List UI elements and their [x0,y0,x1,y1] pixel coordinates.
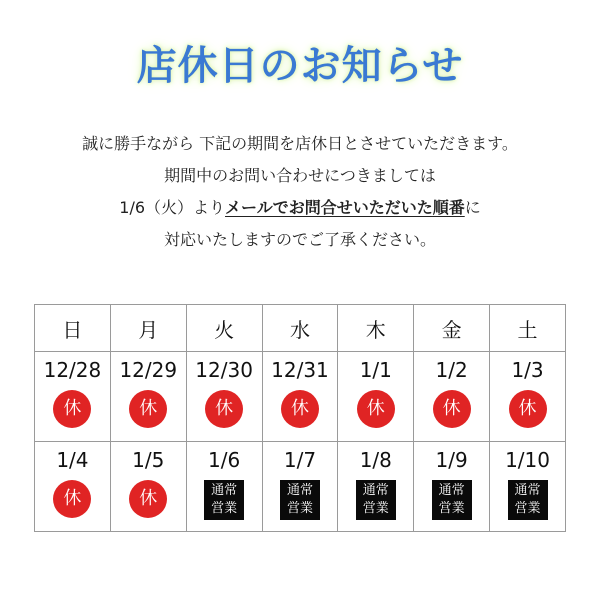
day-status-wrap [35,472,110,518]
calendar-day-cell [110,352,186,442]
day-date: 12/30 [195,358,253,382]
open-badge-line-1: 通常 [514,483,541,498]
open-badge [356,480,396,520]
page-title: 店休日のお知らせ [136,43,464,89]
day-date: 12/29 [119,358,178,382]
day-status-wrap [263,382,338,428]
day-status-wrap [338,382,413,428]
day-date: 1/8 [359,448,392,472]
open-badge-line-1: 通常 [362,483,389,498]
weekday-thu: 木 [338,305,414,352]
calendar-week-row [35,352,566,442]
closed-badge: 休 [433,390,471,428]
notice-line-3 [0,192,600,224]
day-status-wrap [338,472,413,520]
notice-line-3-start: 1/6（火）より [119,198,226,217]
weekday-sat: 土 [490,305,566,352]
closed-badge: 休 [281,390,319,428]
day-date: 1/9 [435,448,468,472]
day-date: 12/28 [43,358,102,382]
day-status-wrap [111,382,186,428]
day-date: 1/5 [132,448,165,472]
day-status-wrap [35,382,110,428]
day-date: 1/6 [208,448,241,472]
day-status-wrap [490,472,565,520]
open-badge-line-2: 営業 [514,501,541,516]
closed-badge: 休 [129,390,167,428]
calendar-day-cell [262,442,338,532]
calendar-day-cell [35,352,111,442]
calendar-day-cell [338,442,414,532]
calendar-day-cell [186,352,262,442]
notice-line-1: 誠に勝手ながら 下記の期間を店休日とさせていただきます。 [82,134,518,153]
calendar-day-cell [414,352,490,442]
day-status-wrap [490,382,565,428]
closed-badge: 休 [53,390,91,428]
calendar-day-cell [186,442,262,532]
calendar-day-cell [35,442,111,532]
open-badge-line-2: 営業 [362,501,389,516]
notice-line-4: 対応いたしますのでご了承ください。 [163,230,436,249]
closed-badge: 休 [509,390,547,428]
day-date: 1/2 [435,358,468,382]
notice-emphasis: メールでお問合せいただいた順番 [225,198,465,217]
open-badge [204,480,244,520]
day-date: 12/31 [271,358,329,382]
calendar-day-cell [338,352,414,442]
closed-badge: 休 [205,390,243,428]
open-badge-line-1: 通常 [286,483,313,498]
calendar-week-row [35,442,566,532]
calendar-day-cell [110,442,186,532]
open-badge-line-2: 営業 [211,501,238,516]
holiday-calendar [34,304,566,532]
day-status-wrap [187,382,262,428]
weekday-wed: 水 [262,305,338,352]
notice-text [0,128,600,256]
notice-line-3-end: に [464,198,481,217]
open-badge-line-1: 通常 [438,483,465,498]
weekday-fri: 金 [414,305,490,352]
open-badge [280,480,320,520]
open-badge-line-1: 通常 [211,483,238,498]
day-date: 1/7 [283,448,317,472]
open-badge [508,480,548,520]
day-status-wrap [187,472,262,520]
calendar-body [35,352,566,532]
open-badge [432,480,472,520]
calendar-day-cell [414,442,490,532]
weekday-header-row [35,305,566,352]
closed-badge: 休 [357,390,395,428]
closed-badge: 休 [129,480,167,518]
day-status-wrap [414,472,489,520]
day-date: 1/4 [56,448,89,472]
day-date: 1/3 [511,358,544,382]
day-date: 1/1 [359,358,392,382]
day-status-wrap [111,472,186,518]
day-status-wrap [263,472,338,520]
day-date: 1/10 [505,448,550,472]
calendar-day-cell [490,442,566,532]
open-badge-line-2: 営業 [438,501,465,516]
weekday-mon: 月 [110,305,186,352]
notice-line-2: 期間中のお問い合わせにつきましては [164,166,436,185]
day-status-wrap [414,382,489,428]
weekday-tue: 火 [186,305,262,352]
closed-badge: 休 [53,480,91,518]
open-badge-line-2: 営業 [286,501,313,516]
weekday-sun: 日 [35,305,111,352]
calendar-day-cell [490,352,566,442]
calendar-day-cell [262,352,338,442]
